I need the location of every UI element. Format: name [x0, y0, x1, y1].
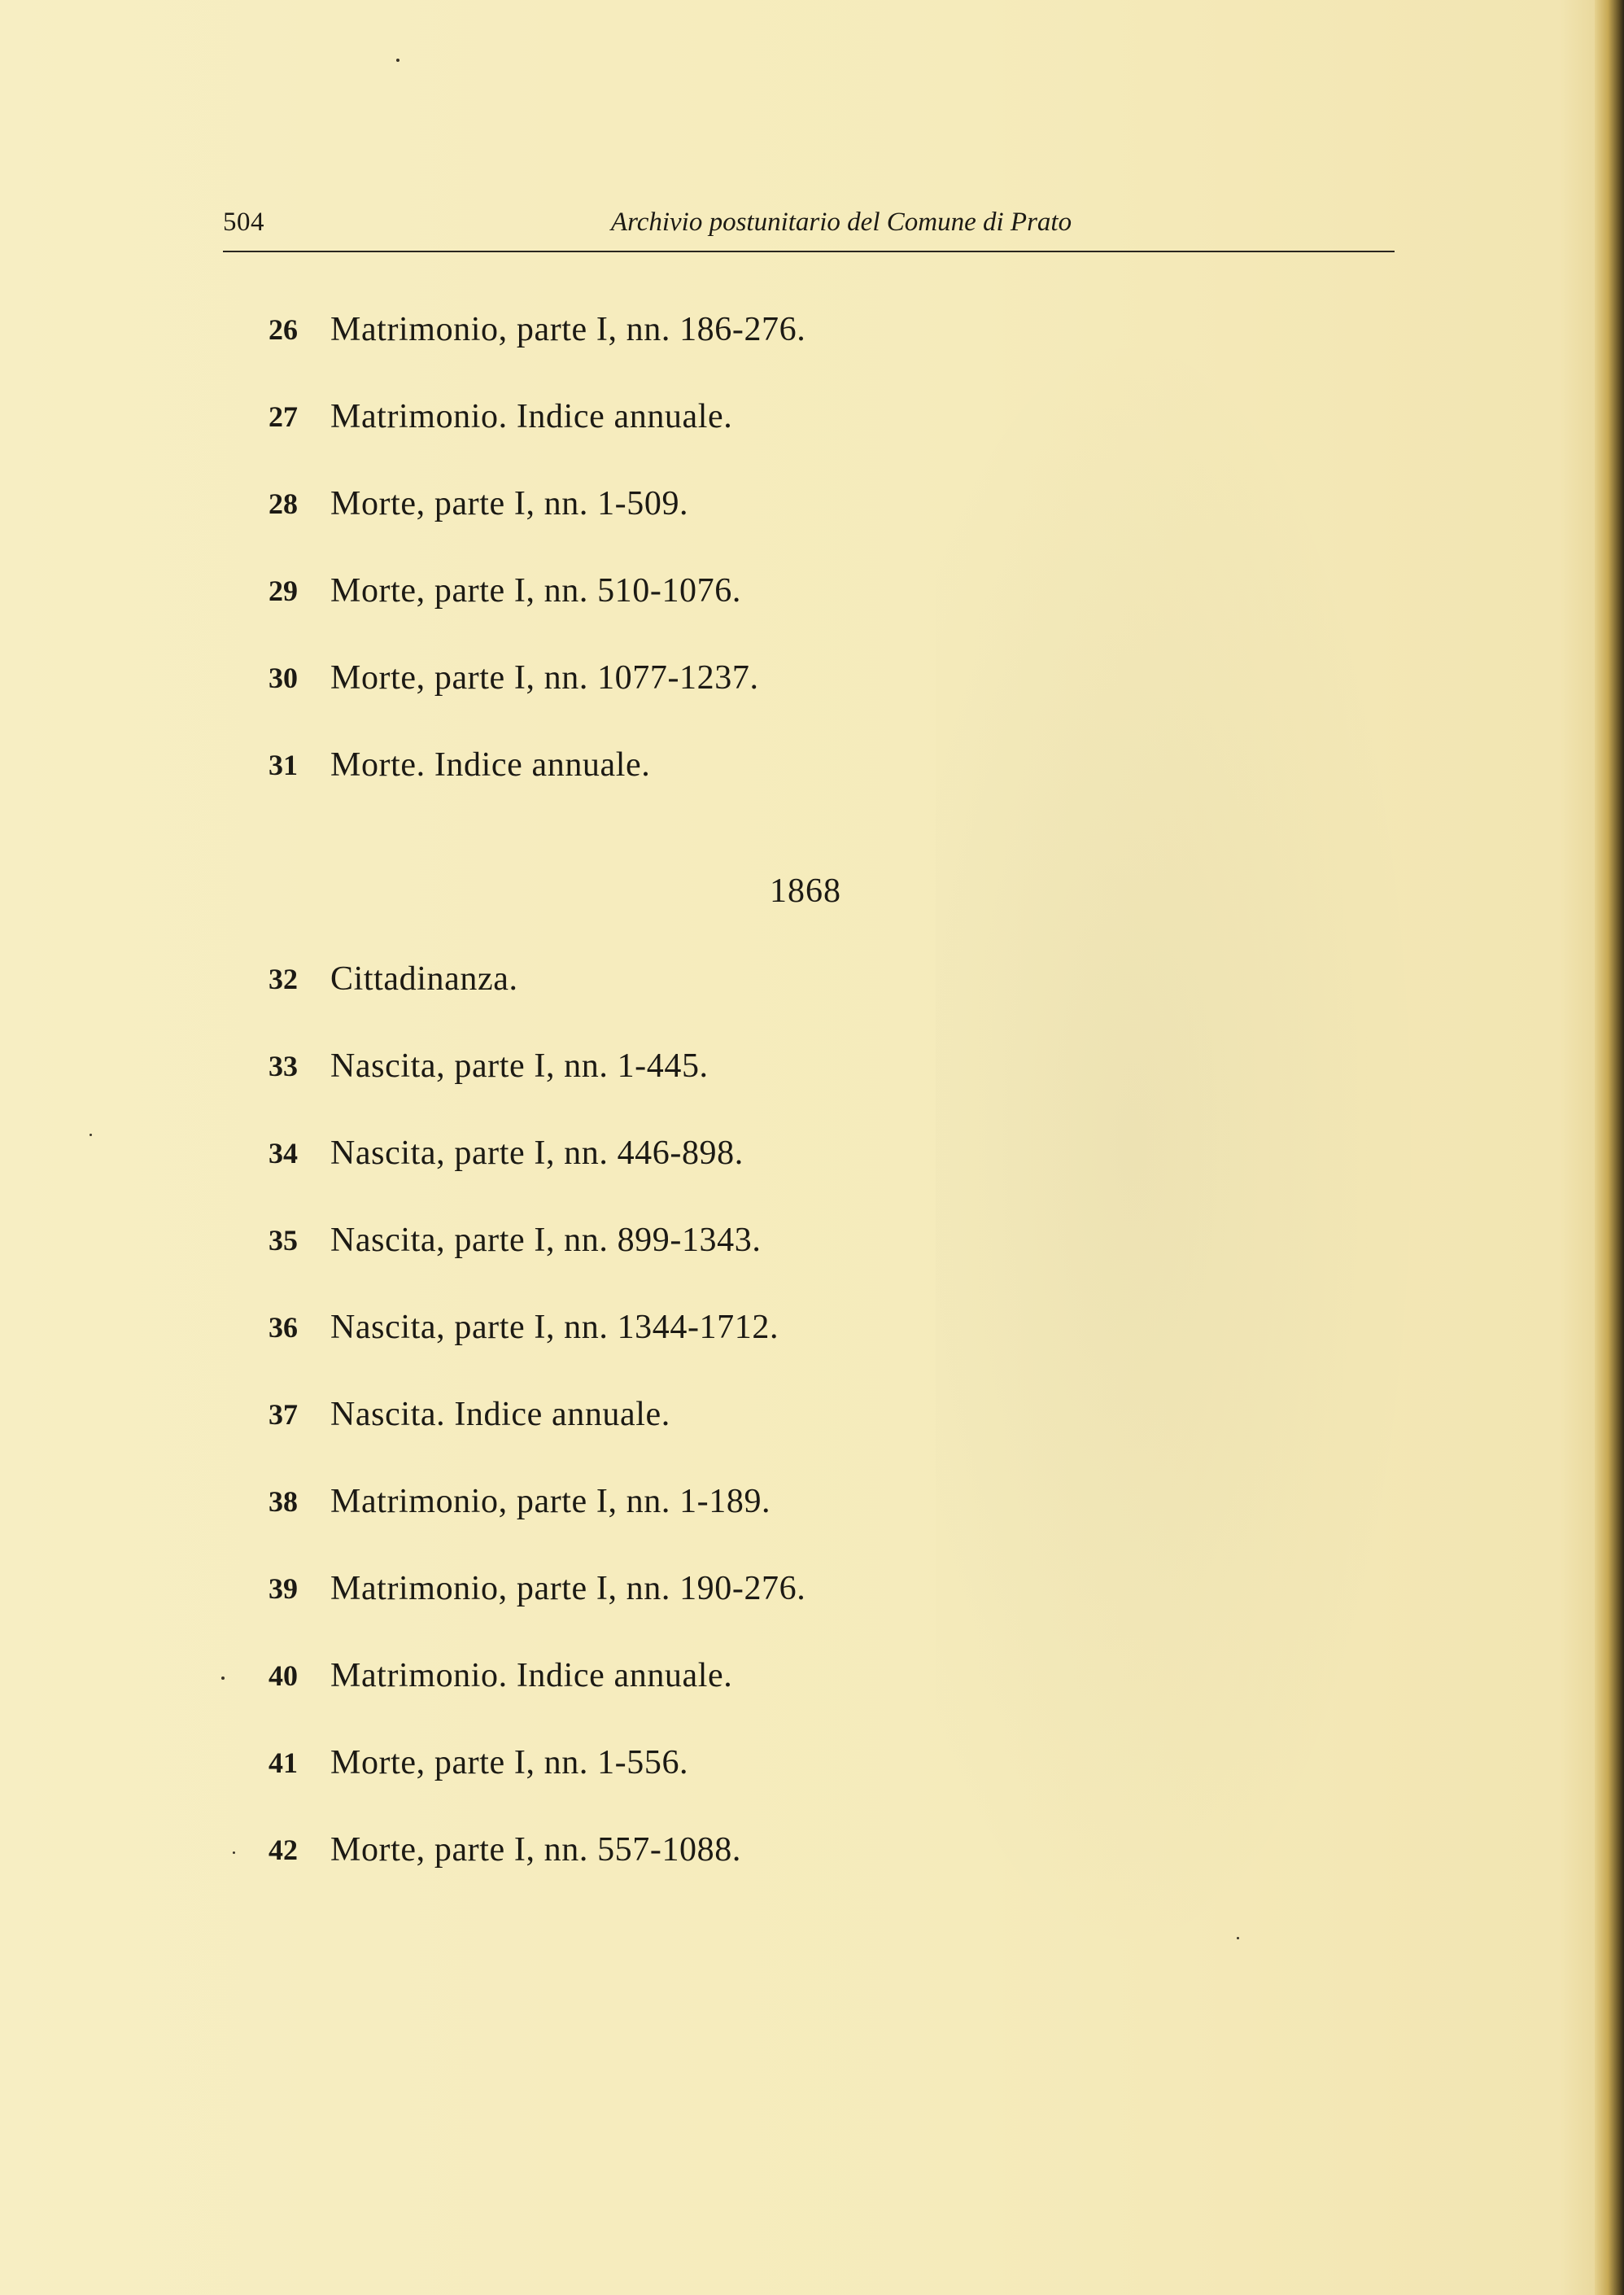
entry-number: 31 — [268, 749, 298, 781]
entry-number: 38 — [268, 1485, 298, 1518]
entry-number: 41 — [268, 1746, 298, 1779]
entry-description: Morte, parte I, nn. 510-1076. — [330, 572, 741, 610]
entry-number: 37 — [268, 1398, 298, 1431]
entry-description: Matrimonio. Indice annuale. — [330, 1657, 733, 1694]
entry-number: 29 — [268, 575, 298, 607]
entry-description: Morte, parte I, nn. 1-556. — [330, 1744, 689, 1781]
paper-speck — [233, 1851, 235, 1854]
paper-speck — [396, 59, 399, 62]
entry-description: Nascita, parte I, nn. 446-898. — [330, 1134, 744, 1172]
entry-description: Matrimonio, parte I, nn. 1-189. — [330, 1483, 771, 1520]
entry-description: Cittadinanza. — [330, 960, 518, 998]
entry-number: 36 — [268, 1311, 298, 1344]
entry-description: Nascita, parte I, nn. 1-445. — [330, 1047, 709, 1085]
book-spine-edge — [1595, 0, 1624, 2295]
page-number: 504 — [223, 208, 264, 237]
entry-number: 27 — [268, 400, 298, 433]
paper-speck — [89, 1134, 92, 1136]
entry-number: 42 — [268, 1834, 298, 1866]
entry-description: Nascita, parte I, nn. 1344-1712. — [330, 1309, 779, 1346]
entry-number: 33 — [268, 1050, 298, 1082]
entry-number: 35 — [268, 1224, 298, 1257]
entry-number: 26 — [268, 313, 298, 346]
entry-number: 34 — [268, 1137, 298, 1169]
entry-description: Morte, parte I, nn. 1077-1237. — [330, 659, 759, 697]
entry-description: Nascita. Indice annuale. — [330, 1396, 670, 1433]
bleed-through-shadow — [936, 309, 1424, 1978]
page-header — [223, 208, 1395, 250]
entry-description: Morte, parte I, nn. 557-1088. — [330, 1831, 741, 1869]
entry-description: Nascita, parte I, nn. 899-1343. — [330, 1222, 762, 1259]
entry-number: 28 — [268, 487, 298, 520]
entry-description: Matrimonio. Indice annuale. — [330, 398, 733, 435]
entry-description: Morte, parte I, nn. 1-509. — [330, 485, 689, 522]
running-title: Archivio postunitario del Comune di Prato — [610, 208, 1072, 237]
entry-number: 32 — [268, 963, 298, 995]
entry-description: Matrimonio, parte I, nn. 186-276. — [330, 311, 806, 348]
entry-number: 30 — [268, 662, 298, 694]
entry-number: 40 — [268, 1659, 298, 1692]
paper-speck — [1237, 1937, 1239, 1939]
year-heading: 1868 — [770, 872, 841, 910]
paper-speck — [221, 1676, 225, 1680]
entry-number: 39 — [268, 1572, 298, 1605]
entry-description: Matrimonio, parte I, nn. 190-276. — [330, 1570, 806, 1607]
entry-description: Morte. Indice annuale. — [330, 746, 651, 784]
header-rule — [223, 251, 1395, 252]
